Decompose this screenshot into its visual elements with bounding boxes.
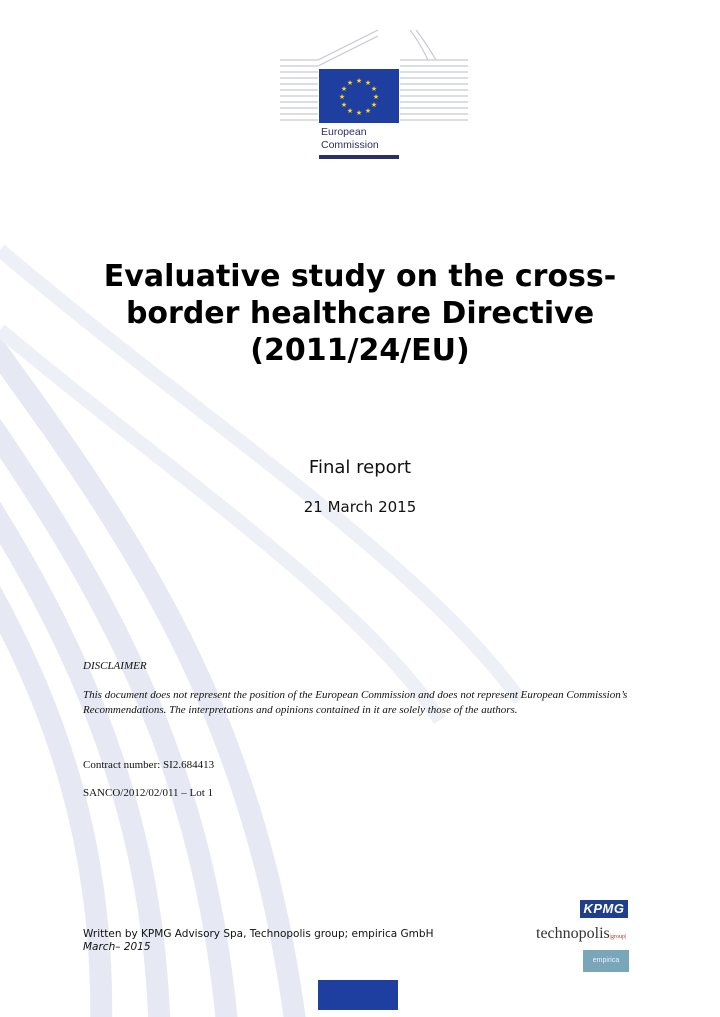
svg-text:★: ★	[364, 79, 372, 87]
document-subtitle: Final report	[308, 457, 412, 478]
svg-text:★: ★	[346, 107, 354, 115]
logo-line-2: Commission	[321, 138, 379, 151]
svg-text:★: ★	[340, 85, 348, 93]
reference-number: SANCO/2012/02/011 – Lot 1	[83, 787, 214, 799]
svg-text:★: ★	[370, 85, 378, 93]
eu-blue-bar	[318, 980, 398, 1010]
svg-text:★: ★	[370, 101, 378, 109]
authors-block	[83, 928, 433, 954]
svg-text:★: ★	[346, 79, 354, 87]
svg-text:★: ★	[340, 101, 348, 109]
svg-text:★: ★	[338, 93, 346, 101]
svg-text:★: ★	[364, 107, 372, 115]
disclaimer-text: This document does not represent the position of the European Commission and does not represent European Commission’s Recommendations. The interpretations and opinions contained in it are solely those of the authors.	[83, 689, 628, 716]
disclaimer-heading: DISCLAIMER	[83, 660, 147, 672]
authors-line: Written by KPMG Advisory Spa, Technopolis group; empirica GmbH	[83, 928, 434, 940]
document-title: Evaluative study on the cross-border healthcare Directive (2011/24/EU)	[103, 259, 617, 368]
technopolis-logo	[536, 925, 626, 943]
authors-date: March– 2015	[83, 941, 151, 953]
logo-underline	[319, 155, 399, 159]
svg-text:★: ★	[372, 93, 380, 101]
logo-line-1: European	[321, 126, 367, 138]
logo-label	[321, 126, 379, 151]
contract-number: Contract number: SI2.684413	[83, 759, 215, 771]
kpmg-logo: KPMG	[580, 900, 628, 918]
technopolis-suffix: |group|	[609, 934, 627, 940]
svg-text:★: ★	[355, 77, 363, 85]
svg-text:★: ★	[355, 109, 363, 117]
technopolis-name: technopolis	[536, 925, 610, 942]
document-date: 21 March 2015	[303, 498, 417, 516]
empirica-logo: empirica	[583, 950, 629, 972]
